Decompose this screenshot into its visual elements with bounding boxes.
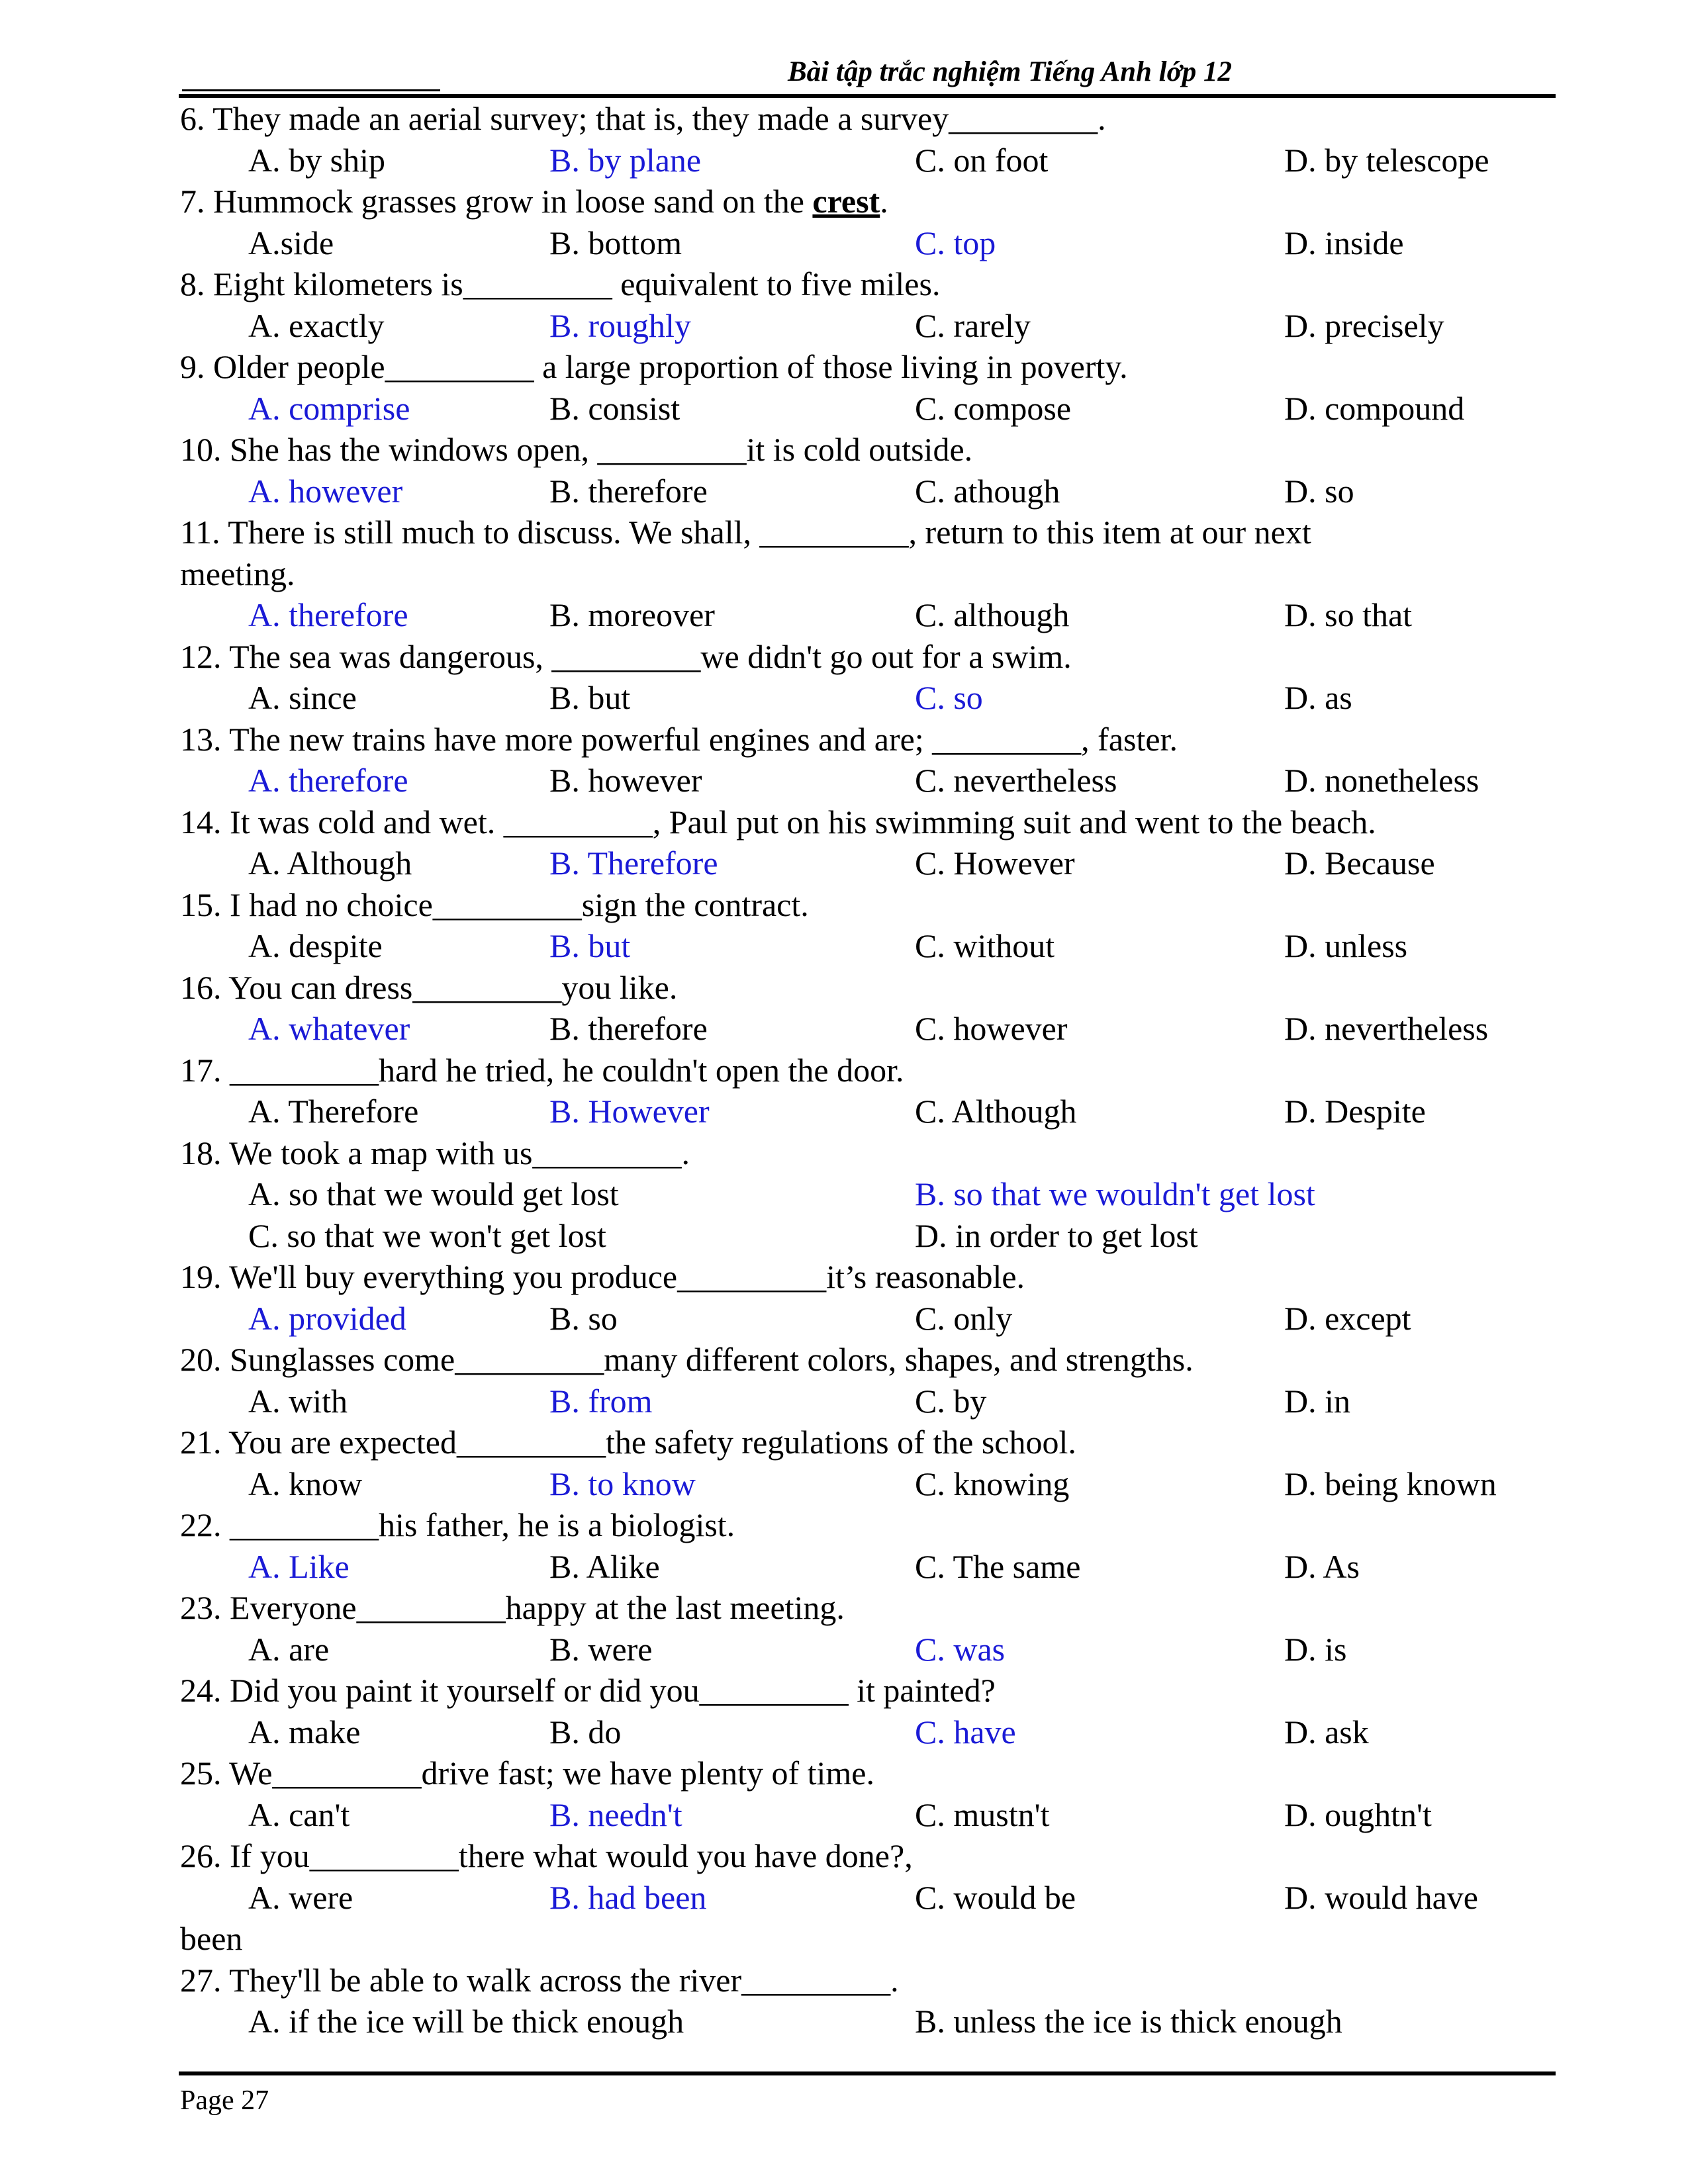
question-20: 20. Sunglasses come_________many different colors, shapes, and strengths. (180, 1341, 1194, 1378)
options-18-row1 (180, 1173, 1557, 1215)
option-18c: C. so that we won't get lost (248, 1216, 606, 1254)
option-24a: A. make (248, 1713, 361, 1751)
question-11: 11. There is still much to discuss. We shall, _________, return to this item at our next (180, 514, 1311, 551)
options-19 (180, 1298, 1557, 1340)
option-6c: C. on foot (915, 141, 1049, 179)
option-10b: B. therefore (549, 472, 708, 510)
options-18-row2 (180, 1215, 1557, 1257)
options-13 (180, 760, 1557, 801)
question-22: 22. _________his father, he is a biologist. (180, 1506, 735, 1543)
option-6a: A. by ship (248, 141, 385, 179)
question-24: 24. Did you paint it yourself or did you_________ it painted? (180, 1672, 996, 1709)
option-8a: A. exactly (248, 306, 385, 344)
option-12a: A. since (248, 679, 357, 716)
options-8 (180, 305, 1557, 347)
option-11b: B. moreover (549, 596, 715, 633)
option-13d: D. nonetheless (1284, 762, 1479, 799)
option-8b: B. roughly (549, 306, 691, 344)
option-26d-cont: been (180, 1920, 243, 1957)
question-26: 26. If you_________there what would you have done?, (180, 1837, 913, 1874)
options-21 (180, 1463, 1557, 1505)
option-10a: A. however (248, 472, 403, 510)
option-14a: A. Although (248, 844, 412, 882)
option-6b: B. by plane (549, 141, 702, 179)
options-7 (180, 222, 1557, 264)
question-19: 19. We'll buy everything you produce_________it’s reasonable. (180, 1258, 1025, 1295)
question-12: 12. The sea was dangerous, _________we didn't go out for a swim. (180, 637, 1072, 675)
options-24 (180, 1711, 1557, 1753)
question-7-keyword: crest (812, 183, 880, 220)
options-9 (180, 388, 1557, 430)
question-7 (180, 181, 1557, 222)
option-7a: A.side (248, 224, 334, 261)
option-24c: C. have (915, 1713, 1016, 1751)
option-25a: A. can't (248, 1796, 350, 1833)
footer-rule (179, 2071, 1556, 2075)
option-22d: D. As (1284, 1547, 1360, 1585)
option-14d: D. Because (1284, 844, 1435, 882)
page-number: Page 27 (180, 2085, 269, 2116)
question-23: 23. Everyone_________happy at the last meeting. (180, 1589, 845, 1626)
option-20d: D. in (1284, 1382, 1350, 1420)
question-16: 16. You can dress_________you like. (180, 968, 678, 1006)
option-8d: D. precisely (1284, 306, 1444, 344)
option-26d: D. would have (1284, 1878, 1478, 1916)
question-10: 10. She has the windows open, _________it is cold outside. (180, 431, 973, 468)
option-20b: B. from (549, 1382, 653, 1420)
option-20a: A. with (248, 1382, 348, 1420)
option-24b: B. do (549, 1713, 622, 1751)
option-11d: D. so that (1284, 596, 1413, 633)
question-18: 18. We took a map with us_________. (180, 1134, 690, 1171)
option-27b: B. unless the ice is thick enough (915, 2003, 1342, 2040)
option-7b: B. bottom (549, 224, 682, 261)
option-13b: B. however (549, 762, 702, 799)
option-21b: B. to know (549, 1465, 696, 1502)
options-11 (180, 594, 1557, 636)
option-15a: A. despite (248, 927, 383, 964)
option-19a: A. provided (248, 1299, 406, 1337)
option-17c: C. Although (915, 1093, 1077, 1130)
option-26a: A. were (248, 1878, 353, 1916)
options-6 (180, 140, 1557, 181)
option-25c: C. mustn't (915, 1796, 1050, 1833)
option-12b: B. but (549, 679, 631, 716)
option-14b: B. Therefore (549, 844, 718, 882)
option-20c: C. by (915, 1382, 987, 1420)
options-10 (180, 471, 1557, 512)
options-27 (180, 2001, 1557, 2042)
option-26c: C. would be (915, 1878, 1076, 1916)
option-21d: D. being known (1284, 1465, 1497, 1502)
option-25b: B. needn't (549, 1796, 682, 1833)
header-left-line (182, 89, 440, 91)
option-24d: D. ask (1284, 1713, 1369, 1751)
option-10c: C. athough (915, 472, 1060, 510)
option-17d: D. Despite (1284, 1093, 1426, 1130)
question-13: 13. The new trains have more powerful engines and are; _________, faster. (180, 720, 1178, 758)
options-16 (180, 1008, 1557, 1050)
option-25d: D. oughtn't (1284, 1796, 1432, 1833)
header-title: Bài tập trắc nghiệm Tiếng Anh lớp 12 (788, 56, 1232, 87)
option-14c: C. However (915, 844, 1075, 882)
option-19b: B. so (549, 1299, 618, 1337)
options-23 (180, 1629, 1557, 1670)
question-25: 25. We_________drive fast; we have plenty of time. (180, 1754, 874, 1792)
question-8: 8. Eight kilometers is_________ equivalent to five miles. (180, 265, 941, 302)
option-15c: C. without (915, 927, 1055, 964)
option-15b: B. but (549, 927, 631, 964)
question-11-cont: meeting. (180, 555, 295, 592)
question-7-end: . (880, 183, 888, 220)
option-23a: A. are (248, 1630, 330, 1668)
option-22c: C. The same (915, 1547, 1081, 1585)
option-11a: A. therefore (248, 596, 408, 633)
option-16b: B. therefore (549, 1010, 708, 1047)
question-15: 15. I had no choice_________sign the contract. (180, 886, 809, 923)
options-26 (180, 1877, 1557, 1919)
option-23b: B. were (549, 1630, 653, 1668)
option-22a: A. Like (248, 1547, 350, 1585)
option-21c: C. knowing (915, 1465, 1070, 1502)
option-7c: C. top (915, 224, 996, 261)
option-22b: B. Alike (549, 1547, 660, 1585)
question-list (180, 98, 1557, 2042)
question-9: 9. Older people_________ a large proportion of those living in poverty. (180, 348, 1128, 385)
question-27: 27. They'll be able to walk across the river_________. (180, 1961, 899, 1999)
option-13a: A. therefore (248, 762, 408, 799)
options-12 (180, 677, 1557, 719)
option-12d: D. as (1284, 679, 1352, 716)
option-8c: C. rarely (915, 306, 1031, 344)
option-13c: C. nevertheless (915, 762, 1117, 799)
options-20 (180, 1381, 1557, 1422)
question-14: 14. It was cold and wet. _________, Paul put on his swimming suit and went to the beach. (180, 803, 1376, 841)
option-7d: D. inside (1284, 224, 1404, 261)
options-15 (180, 925, 1557, 967)
option-11c: C. although (915, 596, 1070, 633)
option-16c: C. however (915, 1010, 1068, 1047)
option-18b: B. so that we wouldn't get lost (915, 1175, 1315, 1212)
option-18a: A. so that we would get lost (248, 1175, 619, 1212)
option-10d: D. so (1284, 472, 1354, 510)
option-23c: C. was (915, 1630, 1006, 1668)
option-9b: B. consist (549, 389, 680, 427)
options-14 (180, 842, 1557, 884)
options-17 (180, 1091, 1557, 1132)
option-23d: D. is (1284, 1630, 1347, 1668)
options-25 (180, 1794, 1557, 1836)
option-9c: C. compose (915, 389, 1072, 427)
option-17a: A. Therefore (248, 1093, 419, 1130)
option-15d: D. unless (1284, 927, 1408, 964)
question-7-text: 7. Hummock grasses grow in loose sand on the (180, 183, 813, 220)
option-27a: A. if the ice will be thick enough (248, 2003, 684, 2040)
option-18d: D. in order to get lost (915, 1216, 1198, 1254)
option-6d: D. by telescope (1284, 141, 1489, 179)
options-22 (180, 1546, 1557, 1588)
option-26b: B. had been (549, 1878, 707, 1916)
question-6: 6. They made an aerial survey; that is, they made a survey_________. (180, 100, 1106, 137)
question-21: 21. You are expected_________the safety regulations of the school. (180, 1424, 1076, 1461)
option-17b: B. However (549, 1093, 710, 1130)
option-9a: A. comprise (248, 389, 410, 427)
option-19c: C. only (915, 1299, 1013, 1337)
option-16d: D. nevertheless (1284, 1010, 1489, 1047)
option-12c: C. so (915, 679, 983, 716)
option-9d: D. compound (1284, 389, 1465, 427)
option-21a: A. know (248, 1465, 363, 1502)
question-17: 17. _________hard he tried, he couldn't open the door. (180, 1051, 904, 1089)
option-16a: A. whatever (248, 1010, 410, 1047)
option-19d: D. except (1284, 1299, 1411, 1337)
